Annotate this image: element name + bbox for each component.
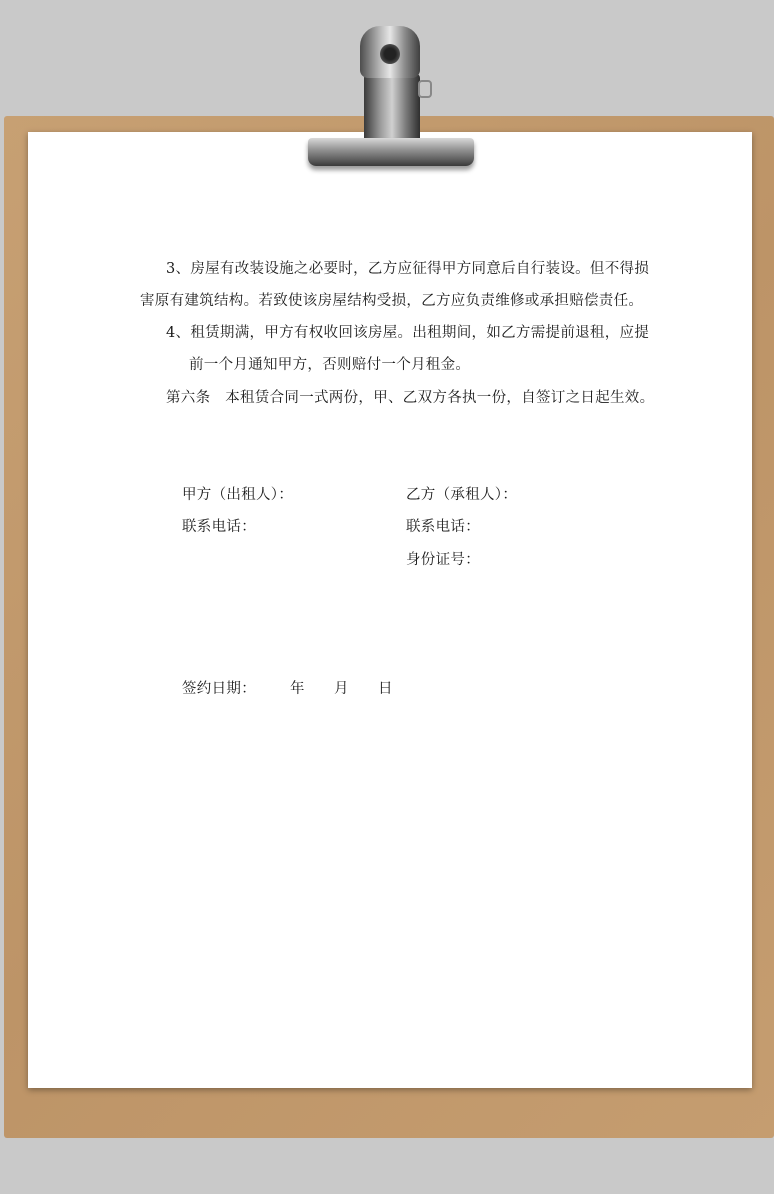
party-b-label: 乙方（承租人）： [406,487,518,503]
article-6: 第六条 本租赁合同一式两份，甲、乙双方各执一份，自签订之日起生效。 [166,390,655,406]
sign-date-month: 月 [334,681,349,697]
sign-date-label: 签约日期： [182,681,256,697]
clause-4-line-1: 4、租赁期满，甲方有权收回该房屋。出租期间，如乙方需提前退租，应提 [166,325,650,341]
sign-date-year: 年 [290,681,305,697]
party-b-phone: 联系电话： [406,519,480,535]
clause-3-line-2: 害原有建筑结构。若致使该房屋结构受损，乙方应负责维修或承担赔偿责任。 [140,293,644,309]
sign-date-day: 日 [378,681,393,697]
party-a-phone: 联系电话： [182,519,256,535]
party-b-id: 身份证号： [406,552,480,568]
clause-3-line-1: 3、房屋有改装设施之必要时，乙方应征得甲方同意后自行装设。但不得损 [166,261,650,277]
party-a-label: 甲方（出租人）： [182,487,294,503]
clause-4-line-2: 前一个月通知甲方，否则赔付一个月租金。 [189,357,471,373]
